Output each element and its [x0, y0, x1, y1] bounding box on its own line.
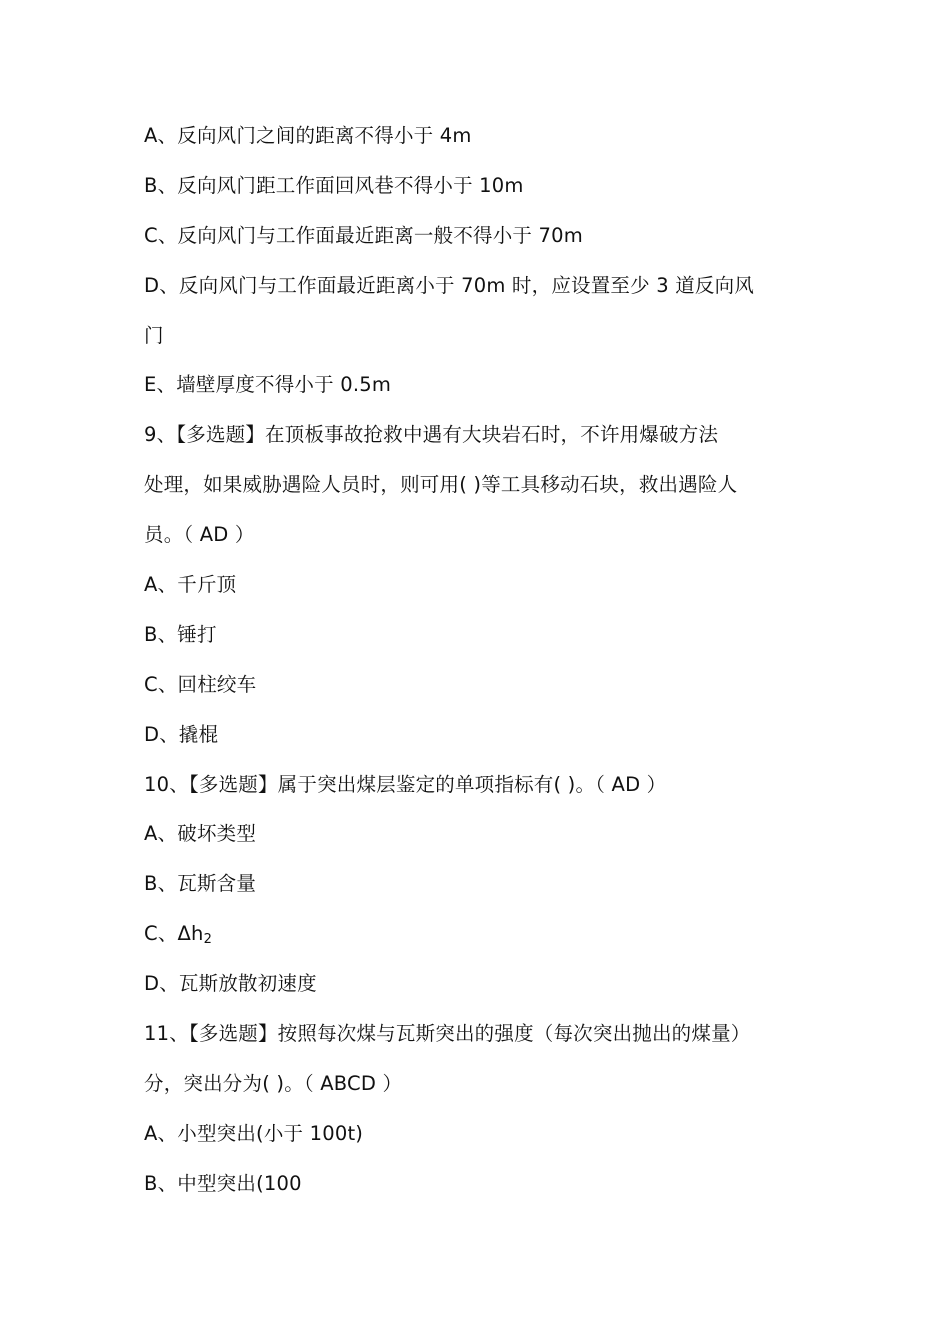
question-11-text: 11、【多选题】按照每次煤与瓦斯突出的强度（每次突出抛出的煤量）	[144, 1022, 751, 1046]
option-line: C、回柱绞车	[144, 672, 257, 696]
subscript-2: 2	[203, 932, 213, 948]
question-9-text-continued: 处理，如果威胁遇险人员时，则可用( )等工具移动石块，救出遇险人	[144, 473, 738, 497]
question-11-answer: 分，突出分为( )。（ ABCD ）	[144, 1071, 403, 1095]
question-9-answer: 员。（ AD ）	[144, 523, 255, 547]
option-line: D、反向风门与工作面最近距离小于 70m 时，应设置至少 3 道反向风	[144, 273, 755, 297]
option-line: B、瓦斯含量	[144, 872, 257, 896]
option-line: A、小型突出(小于 100t)	[144, 1121, 364, 1145]
option-line: A、千斤顶	[144, 573, 237, 597]
option-line: D、瓦斯放散初速度	[144, 972, 317, 996]
option-line: B、中型突出(100	[144, 1171, 302, 1195]
option-c-text: C、Δh	[144, 922, 204, 946]
option-line: E、墙壁厚度不得小于 0.5m	[144, 373, 392, 397]
option-line: A、反向风门之间的距离不得小于 4m	[144, 124, 472, 147]
option-line: D、撬棍	[144, 722, 219, 746]
option-line: B、锤打	[144, 622, 217, 646]
document-body	[144, 111, 814, 1209]
option-line: B、反向风门距工作面回风巷不得小于 10m	[144, 173, 524, 197]
option-line-continued: 门	[144, 323, 164, 347]
option-line: C、反向风门与工作面最近距离一般不得小于 70m	[144, 223, 583, 247]
question-9-text: 9、【多选题】在顶板事故抢救中遇有大块岩石时，不许用爆破方法	[144, 423, 719, 447]
option-line: A、破坏类型	[144, 822, 257, 846]
option-line-delta-h2	[144, 909, 814, 959]
question-10-text: 10、【多选题】属于突出煤层鉴定的单项指标有( )。（ AD ）	[144, 772, 667, 796]
